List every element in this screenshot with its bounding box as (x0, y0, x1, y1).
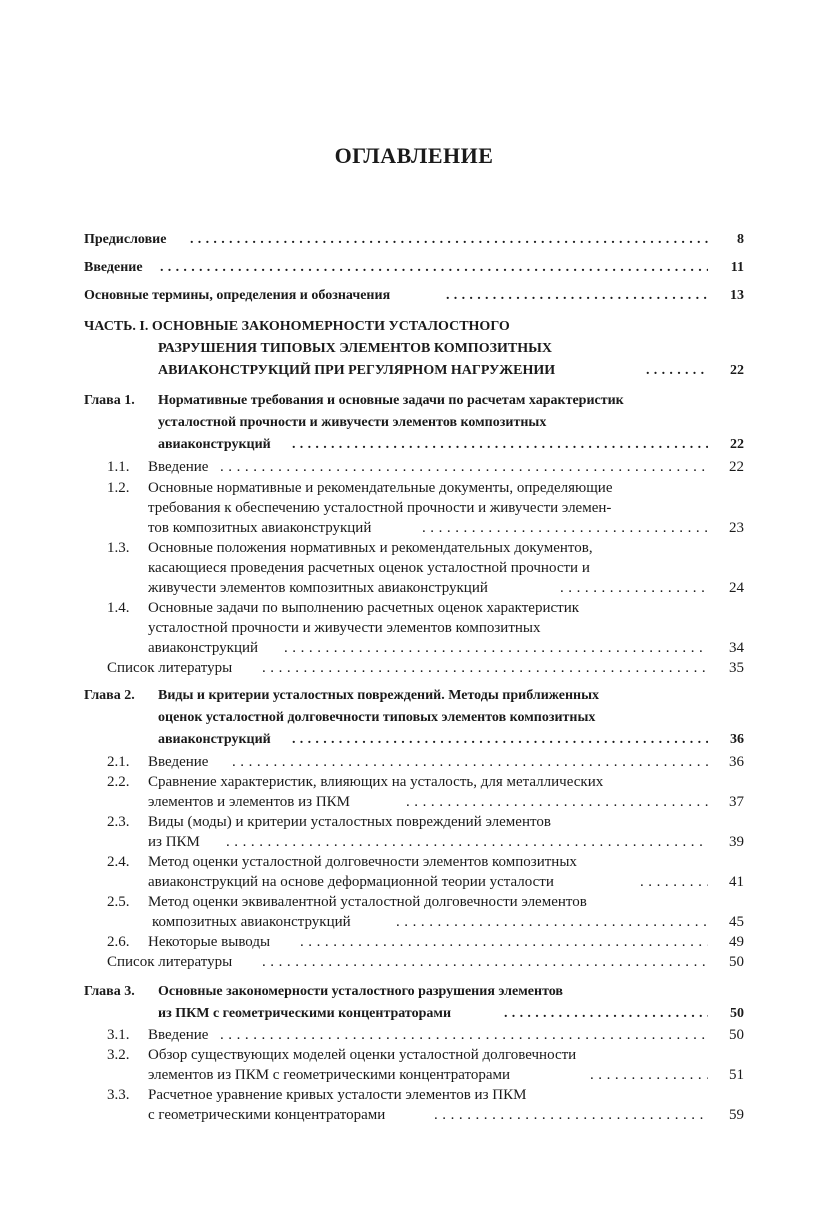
section-2-2-line2: элементов и элементов из ПКМ . . . 37 (0, 792, 828, 812)
part-heading-line3: АВИАКОНСТРУКЦИЙ ПРИ РЕГУЛЯРНОМ НАГРУЖЕНИИ . . . 22 (0, 361, 828, 381)
chapter-1-heading[interactable]: Глава 1. Нормативные требования и основные задачи по расчетам характеристик (84, 393, 624, 408)
toc-entry-preface[interactable]: Предисловие . . . 8 (0, 230, 828, 250)
section-3-3[interactable]: 3.3. Расчетное уравнение кривых усталости элементов из ПКМ (107, 1087, 527, 1103)
chapter-2-references[interactable]: Список литературы . . . 50 (0, 952, 828, 972)
section-1-4[interactable]: 1.4. Основные задачи по выполнению расчетных оценок характеристик (107, 600, 580, 616)
section-1-1[interactable]: 1.1. Введение . . . 22 (0, 457, 828, 477)
section-1-2[interactable]: 1.2. Основные нормативные и рекомендательные документы, определяющие (107, 480, 613, 496)
section-3-2[interactable]: 3.2. Обзор существующих моделей оценки усталостной долговечности (107, 1047, 577, 1063)
chapter-1-references[interactable]: Список литературы . . . 35 (0, 658, 828, 678)
part-heading-line1[interactable]: ЧАСТЬ. I. ОСНОВНЫЕ ЗАКОНОМЕРНОСТИ УСТАЛОСТНОГО (84, 319, 510, 334)
section-1-3-line3: живучести элементов композитных авиаконструкций . . . 24 (0, 578, 828, 598)
chapter-3-heading[interactable]: Глава 3. Основные закономерности усталостного разрушения элементов (84, 984, 563, 999)
part-heading-line2: РАЗРУШЕНИЯ ТИПОВЫХ ЭЛЕМЕНТОВ КОМПОЗИТНЫХ (158, 341, 552, 356)
section-1-2-line2: требования к обеспечению усталостной прочности и живучести элемен- (148, 500, 612, 516)
section-1-3-line2: касающиеся проведения расчетных оценок усталостной прочности и (148, 560, 590, 576)
section-1-4-line3: авиаконструкций . . . 34 (0, 638, 828, 658)
chapter-3-heading-line2: из ПКМ с геометрическими концентраторами . . . 50 (0, 1004, 828, 1024)
section-3-2-line2: элементов из ПКМ с геометрическими концентраторами . . . 51 (0, 1065, 828, 1085)
section-2-2[interactable]: 2.2. Сравнение характеристик, влияющих на усталость, для металлических (107, 774, 604, 790)
section-1-2-line3: тов композитных авиаконструкций . . . 23 (0, 518, 828, 538)
section-2-5-line2: композитных авиаконструкций . . . 45 (0, 912, 828, 932)
section-2-6[interactable]: 2.6. Некоторые выводы . . . 49 (0, 932, 828, 952)
chapter-1-heading-line2: усталостной прочности и живучести элементов композитных (158, 415, 547, 430)
section-2-4-line2: авиаконструкций на основе деформационной теории усталости . . . 41 (0, 872, 828, 892)
chapter-2-heading-line2: оценок усталостной долговечности типовых элементов композитных (158, 710, 596, 725)
page-title: ОГЛАВЛЕНИЕ (334, 143, 494, 168)
toc-entry-terms[interactable]: Основные термины, определения и обозначения . . . 13 (0, 286, 828, 306)
section-2-5[interactable]: 2.5. Метод оценки эквивалентной усталостной долговечности элементов (107, 894, 587, 910)
section-3-1[interactable]: 3.1. Введение . . . 50 (0, 1025, 828, 1045)
section-1-4-line2: усталостной прочности и живучести элементов композитных (148, 620, 541, 636)
section-1-3[interactable]: 1.3. Основные положения нормативных и рекомендательных документов, (107, 540, 593, 556)
chapter-2-heading[interactable]: Глава 2. Виды и критерии усталостных повреждений. Методы приближенных (84, 688, 600, 703)
chapter-1-heading-line3: авиаконструкций . . . 22 (0, 435, 828, 455)
section-2-3-line2: из ПКМ . . . 39 (0, 832, 828, 852)
section-2-3[interactable]: 2.3. Виды (моды) и критерии усталостных повреждений элементов (107, 814, 551, 830)
toc-entry-intro[interactable]: Введение . . . 11 (0, 258, 828, 278)
section-2-4[interactable]: 2.4. Метод оценки усталостной долговечности элементов композитных (107, 854, 577, 870)
section-2-1[interactable]: 2.1. Введение . . . 36 (0, 752, 828, 772)
section-3-3-line2: с геометрическими концентраторами . . . 59 (0, 1105, 828, 1125)
chapter-2-heading-line3: авиаконструкций . . . 36 (0, 730, 828, 750)
